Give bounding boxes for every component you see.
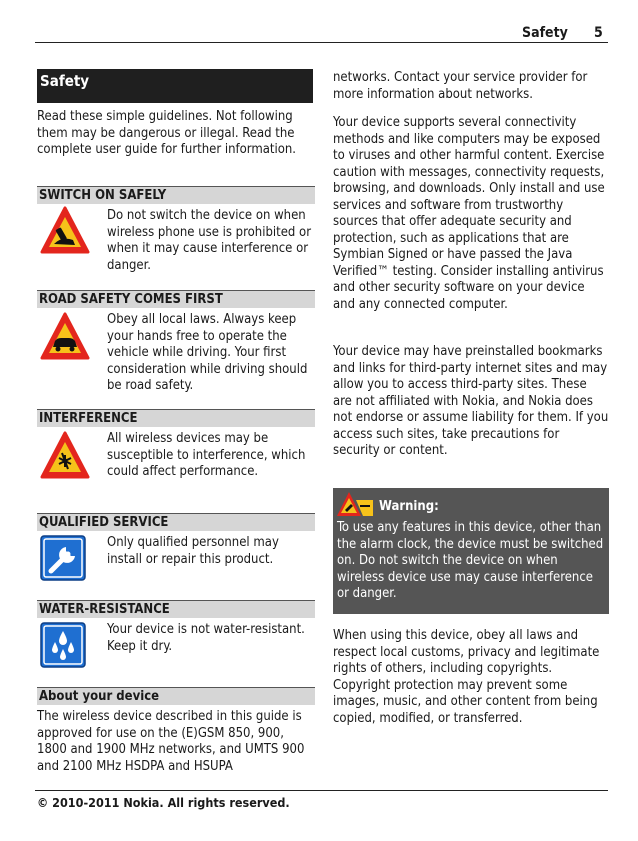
phone-warning-icon <box>40 206 90 256</box>
water-drops-icon <box>40 622 86 668</box>
section-heading-water-resistance: WATER-RESISTANCE <box>37 600 315 618</box>
networks-paragraph: networks. Contact your service provider for more information about networks. <box>333 70 588 102</box>
car-warning-icon <box>40 312 90 362</box>
about-device-text: The wireless device described in this guide is approved for use on the (E)GSM 850, 900, 1800 and 1900 MHz networks, and UMTS 900 and 2100 MHz HSDPA and HSUPA <box>37 709 305 774</box>
section-water-resistance <box>37 620 313 680</box>
safety-banner: Safety <box>37 69 313 103</box>
copyright-footer: © 2010-2011 Nokia. All rights reserved. <box>37 795 290 810</box>
running-header-section: Safety <box>522 25 568 41</box>
section-interference <box>37 429 313 509</box>
intro-paragraph: Read these simple guidelines. Not following them may be dangerous or illegal. Read the complete user guide for further information. <box>37 109 297 157</box>
section-heading-switch-on-safely: SWITCH ON SAFELY <box>37 186 315 204</box>
section-text: All wireless devices may be susceptible to interference, which could affect performance. <box>107 431 306 479</box>
laws-paragraph: When using this device, obey all laws and respect local customs, privacy and legitimate rights of others, including copyrights. Copyright protection may prevent some images, music, and other content from being copied, modified, or transferred. <box>333 628 600 726</box>
about-device-heading: About your device <box>37 687 315 705</box>
wrench-icon <box>40 535 86 581</box>
header-rule <box>35 42 608 43</box>
section-text: Only qualified personnel may install or repair this product. <box>107 535 279 567</box>
security-paragraph: Your device supports several connectivity methods and like computers may be exposed to viruses and other harmful content. Exercise caution with messages, connectivity requests, browsing, and downloads. Only install and use services and software from trustworthy sources that offer adequate security and protection, such as applications that are Symbian Signed or have passed the Java Verified™ testing. Consider installing antivirus and other security software on your device and any connected computer. <box>333 115 605 312</box>
warning-box <box>333 488 609 614</box>
warning-title: Warning: <box>379 499 439 514</box>
section-road-safety <box>37 310 313 405</box>
section-text: Obey all local laws. Always keep your hands free to operate the vehicle while driving. Your first consideration while driving should be road safety. <box>107 312 308 393</box>
page-number: 5 <box>594 25 603 41</box>
interference-warning-icon <box>40 431 90 481</box>
section-heading-qualified-service: QUALIFIED SERVICE <box>37 513 315 531</box>
section-heading-road-safety: ROAD SAFETY COMES FIRST <box>37 290 315 308</box>
section-text: Your device is not water-resistant. Keep it dry. <box>107 622 305 654</box>
warning-icon <box>336 491 374 517</box>
footer-rule <box>35 790 608 791</box>
section-text: Do not switch the device on when wireless phone use is prohibited or when it may cause interference or danger. <box>107 208 312 273</box>
section-heading-interference: INTERFERENCE <box>37 409 315 427</box>
section-qualified-service <box>37 533 313 593</box>
section-switch-on-safely <box>37 206 313 286</box>
third-party-paragraph: Your device may have preinstalled bookmarks and links for third-party internet sites and may allow you to access third-party sites. These are not affiliated with Nokia, and Nokia does not endorse or assume liability for them. If you access such sites, take precautions for security or content. <box>333 344 609 458</box>
warning-text: To use any features in this device, other than the alarm clock, the device must be switched on. Do not switch the device on when wireless device use may cause interference or danger. <box>337 520 604 601</box>
